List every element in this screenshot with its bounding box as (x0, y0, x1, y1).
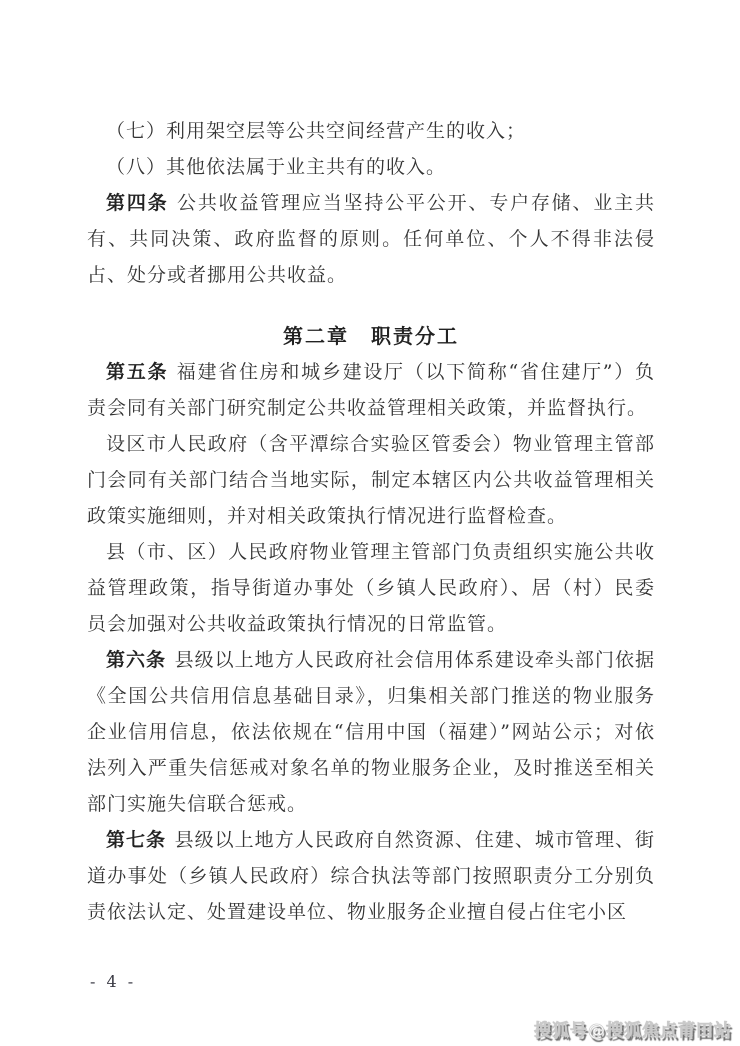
article-4-label: 第四条 (106, 192, 169, 214)
document-body (87, 113, 655, 930)
paragraph-text: 设区市人民政府（含平潭综合实验区管委会）物业管理主管部门会同有关部门结合当地实际，制定本辖区内公共收益管理相关政策实施细则，并对相关政策执行情况进行监督检查。 (87, 433, 655, 527)
chapter-2-heading: 第二章 职责分工 (283, 324, 459, 348)
article-5-text: 福建省住房和城乡建设厅（以下简称“省住建厅”）负责会同有关部门研究制定公共收益管理相关政策，并监督执行。 (87, 361, 655, 419)
sohu-watermark: 搜狐号@搜狐焦点莆田站 (534, 1021, 732, 1041)
clause-text: （八）其他依法属于业主共有的收入。 (106, 156, 447, 178)
article-5-paragraph-3 (87, 534, 655, 642)
article-6-label: 第六条 (106, 649, 167, 671)
clause-text: （七）利用架空层等公共空间经营产生的收入； (106, 120, 527, 142)
article-4-paragraph (87, 185, 655, 293)
article-7-label: 第七条 (106, 829, 167, 851)
clause-item-8 (87, 149, 655, 185)
article-7-text: 县级以上地方人民政府自然资源、住建、城市管理、街道办事处（乡镇人民政府）综合执法等部门按照职责分工分别负责依法认定、处置建设单位、物业服务企业擅自侵占住宅小区 (87, 829, 655, 923)
clause-item-7 (87, 113, 655, 149)
article-4-text: 公共收益管理应当坚持公平公开、专户存储、业主共有、共同决策、政府监督的原则。任何单位、个人不得非法侵占、处分或者挪用公共收益。 (87, 192, 655, 286)
article-7-paragraph (87, 822, 655, 930)
article-5-paragraph (87, 354, 655, 426)
article-5-paragraph-2 (87, 426, 655, 534)
article-5-label: 第五条 (106, 361, 169, 383)
article-6-text: 县级以上地方人民政府社会信用体系建设牵头部门依据《全国公共信用信息基础目录》，归集相关部门推送的物业服务企业信用信息，依法依规在“信用中国（福建）”网站公示；对依法列入严重失信惩戒对象名单的物业服务企业，及时推送至相关部门实施失信联合惩戒。 (87, 649, 655, 815)
article-6-paragraph (87, 642, 655, 822)
paragraph-text: 县（市、区）人民政府物业管理主管部门负责组织实施公共收益管理政策，指导街道办事处（乡镇人民政府）、居（村）民委员会加强对公共收益政策执行情况的日常监管。 (87, 541, 655, 635)
page-number: - 4 - (90, 972, 137, 991)
